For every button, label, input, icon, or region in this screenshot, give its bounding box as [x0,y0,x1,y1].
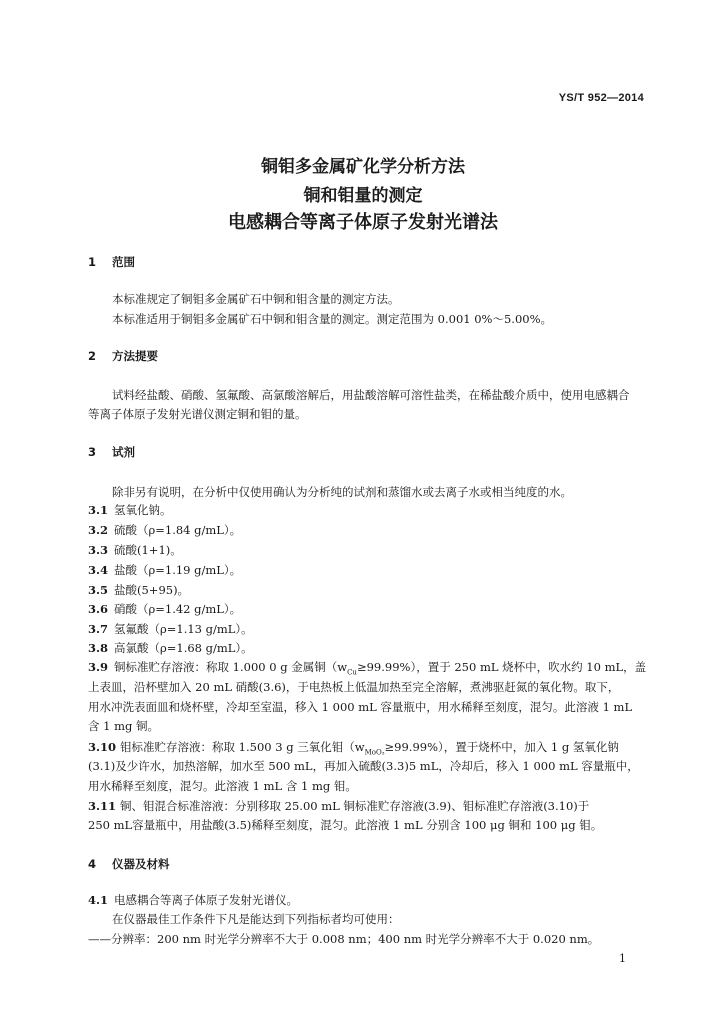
item-text: 盐酸（ρ=1.19 g/mL）。 [114,563,242,577]
item-text: 氢氧化钠。 [114,503,172,517]
list-item [88,893,298,907]
item-text: 铜标准贮存溶液：称取 1.000 0 g 金属铜（w [114,660,348,674]
list-item [88,563,241,577]
section-title: 试剂 [112,445,136,459]
list-item [88,740,619,759]
list-item [88,523,241,537]
list-item [88,602,241,616]
item-number: 3.2 [88,523,109,537]
paragraph-line: 本标准规定了铜钼多金属矿石中铜和钼含量的测定方法。 [112,292,400,306]
item-number: 3.11 [88,799,117,813]
section-heading [88,255,135,269]
item-text: 高氯酸（ρ=1.68 g/mL）。 [114,641,253,655]
item-number: 3.3 [88,543,109,557]
subscript: MoO₃ [364,748,385,757]
item-text: 铜、钼混合标准溶液：分别移取 25.00 mL 铜标准贮存溶液(3.9)、钼标准贮存溶液(3.10)于 [120,799,590,813]
section-number: 4 [88,857,97,871]
item-text: ≥99.99%），置于烧杯中，加入 1 g 氢氧化钠 [384,740,619,754]
list-item [88,622,253,636]
paragraph-line: 试料经盐酸、硝酸、氢氟酸、高氯酸溶解后，用盐酸溶解可溶性盐类，在稀盐酸介质中，使用电感耦合 [112,388,630,402]
list-item [88,799,589,813]
paragraph-line: 等离子体原子发射光谱仪测定铜和钼的量。 [88,407,307,421]
section-number: 1 [88,255,97,269]
item-text: 硫酸（ρ=1.84 g/mL）。 [114,523,242,537]
list-item [88,641,253,655]
section-title: 仪器及材料 [112,857,170,871]
paragraph-line: ——分辨率：200 nm 时光学分辨率不大于 0.008 nm；400 nm 时光学分辨率不大于 0.020 nm。 [88,932,600,946]
section-heading [88,349,158,363]
subscript: Cu [347,668,357,677]
list-item [88,503,172,517]
item-text: 硫酸(1+1)。 [114,543,182,557]
list-item [88,660,646,679]
item-number: 3.1 [88,503,109,517]
item-text: 电感耦合等离子体原子发射光谱仪。 [114,893,298,907]
section-title: 方法提要 [112,349,159,363]
item-number: 3.6 [88,602,109,616]
paragraph-line: 250 mL容量瓶中，用盐酸(3.5)稀释至刻度，混匀。此溶液 1 mL 分别含 100 μg 铜和 100 μg 钼。 [88,818,603,832]
item-number: 4.1 [88,893,109,907]
item-number: 3.7 [88,622,109,636]
item-number: 3.10 [88,740,117,754]
paragraph-line: 含 1 mg 铜。 [88,719,160,733]
item-text: 氢氟酸（ρ=1.13 g/mL）。 [114,622,253,636]
paragraph-line: (3.1)及少许水，加热溶解，加水至 500 mL，再加入硫酸(3.3)5 mL，冷却后，移入 1 000 mL 容量瓶中， [88,759,639,773]
paragraph-line: 上表皿，沿杯壁加入 20 mL 硝酸(3.6)，于电热板上低温加热至完全溶解，煮沸驱赶氮的氧化物。取下， [88,680,620,694]
section-number: 3 [88,445,97,459]
item-number: 3.9 [88,660,109,674]
paragraph-line: 除非另有说明，在分析中仅使用确认为分析纯的试剂和蒸馏水或去离子水或相当纯度的水。 [112,485,572,499]
paragraph-line: 本标准适用于铜钼多金属矿石中铜和钼含量的测定。测定范围为 0.001 0%～5.00%。 [112,312,553,326]
title-line-1: 铜钼多金属矿化学分析方法 [261,157,465,177]
section-heading [88,857,170,871]
paragraph-line: 在仪器最佳工作条件下凡是能达到下列指标者均可使用： [112,912,400,926]
item-number: 3.4 [88,563,109,577]
section-number: 2 [88,349,97,363]
section-title: 范围 [112,255,136,269]
title-line-2: 铜和钼量的测定 [303,186,423,206]
list-item [88,543,182,557]
item-text: 硝酸（ρ=1.42 g/mL）。 [114,602,242,616]
title-line-3: 电感耦合等离子体原子发射光谱法 [228,212,498,233]
paragraph-line: 用水稀释至刻度，混匀。此溶液 1 mL 含 1 mg 钼。 [88,779,357,793]
paragraph-line: 用水冲洗表面皿和烧杯壁，冷却至室温，移入 1 000 mL 容量瓶中，用水稀释至刻度，混匀。此溶液 1 mL [88,700,633,714]
item-text: 盐酸(5+95)。 [114,583,190,597]
standard-code: YS/T 952—2014 [558,92,644,104]
item-text: 钼标准贮存溶液：称取 1.500 3 g 三氧化钼（w [120,740,365,754]
item-number: 3.8 [88,641,109,655]
list-item [88,583,189,597]
section-heading [88,445,135,459]
item-number: 3.5 [88,583,109,597]
page-number: 1 [619,952,626,965]
item-text: ≥99.99%），置于 250 mL 烧杯中，吹水约 10 mL，盖 [356,660,647,674]
